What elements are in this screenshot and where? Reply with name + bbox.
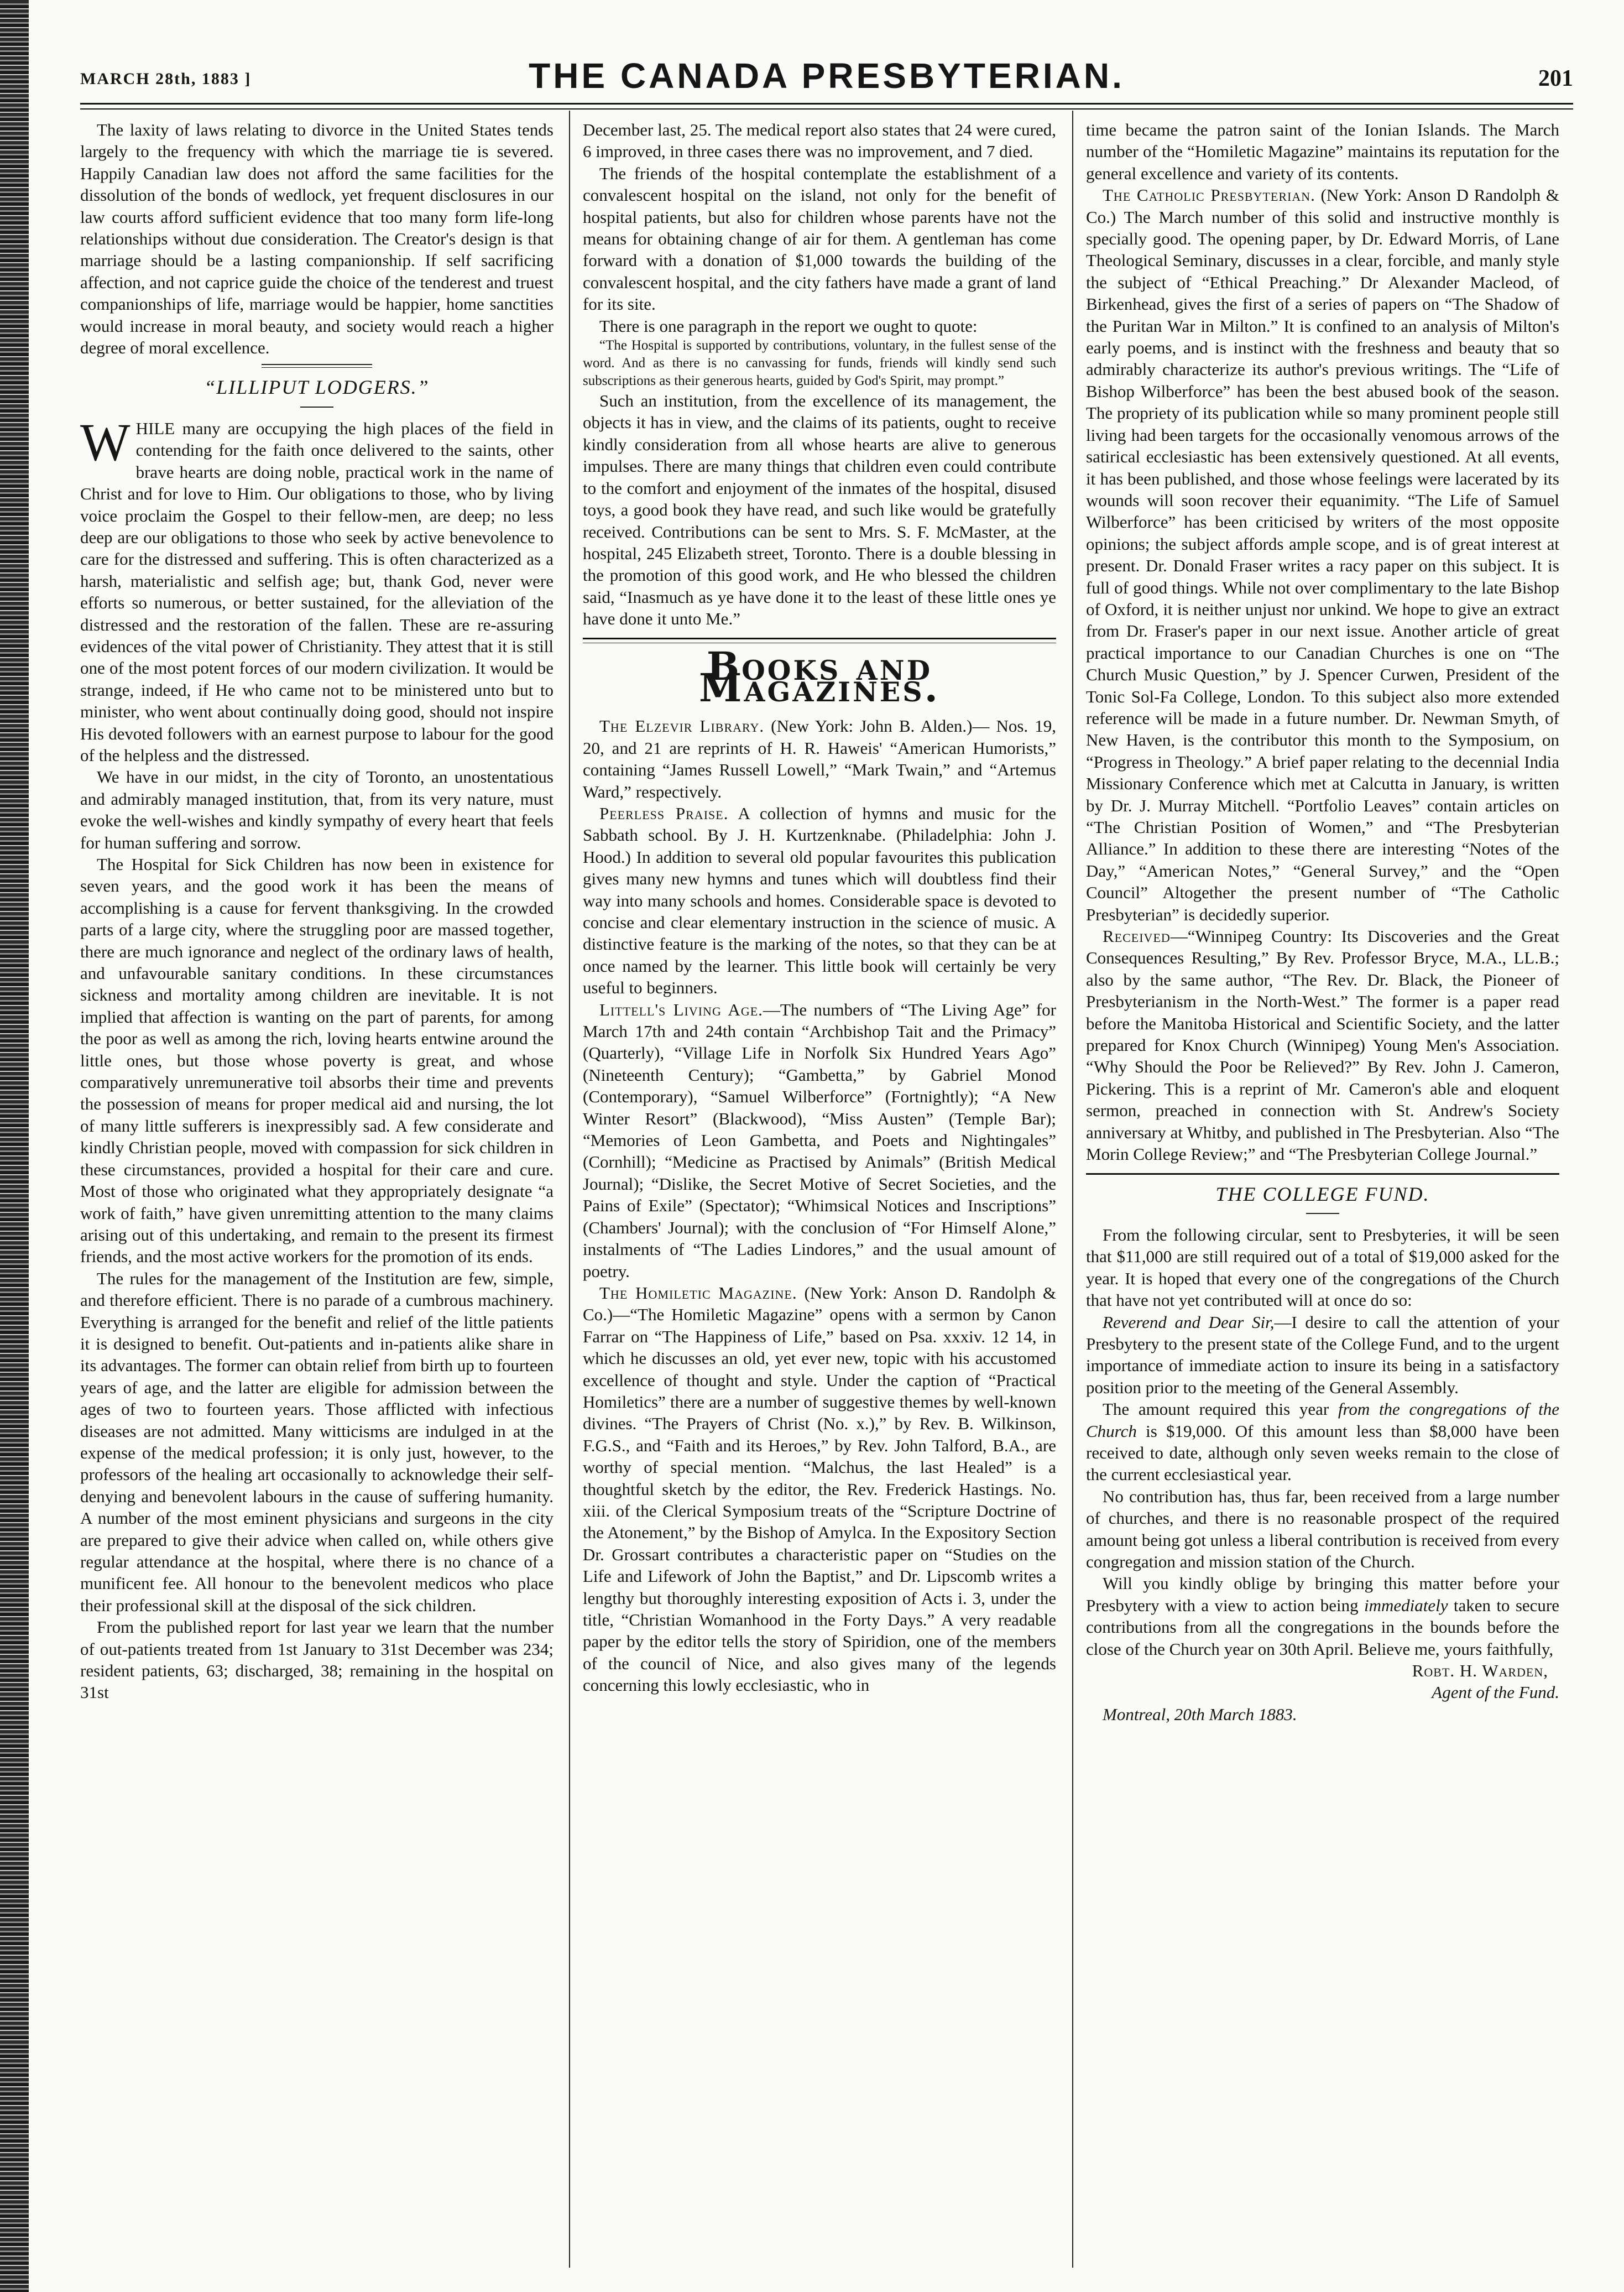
block-quote: “The Hospital is supported by contributions, voluntary, in the fullest sense of the word. And as there is no canvassing for funds, friends will kindly send such subscriptions as their generous hearts, guided by God's Spirit, may prompt.” xyxy=(583,338,1056,389)
review-text: A collection of hymns and music for the Sabbath school. By J. H. Kurtzenknabe. (Philadelphia: John J. Hood.) In addition to several old popular favourites this publication gives many new hymns and tunes which will doubtless find their way into many schools and homes. Considerable space is devoted to concise and clear elementary instruction in the science of music. A distinctive feature is the marking of the notes, so that they can be at once named by the learner. This little book will certainly be very useful to beginners. xyxy=(583,803,1056,998)
paragraph-text: The amount required this year xyxy=(1103,1399,1338,1419)
page-binding-edge xyxy=(0,0,29,2292)
signature: Robt. H. Warden, xyxy=(1412,1661,1548,1681)
review-text: (New York: Anson D Randolph & Co.) The March number of this solid and instructive monthly is specially good. The opening paper, by Dr. Edward Morris, of Lane Theological Seminary, discusses in a clear, forcible, and manly style the subject of “Ethical Preaching.” Dr Alexander Macleod, of Birkenhead, gives the first of a series of papers on “The Shadow of the Puritan War in Milton.” It is confined to an analysis of Milton's early poems, and is instinct with the freshness and beauty that so admirably characterize its author's previous writings. The “Life of Bishop Wilberforce” has been the best abused book of the season. The propriety of its publication while so many prominent people still living had been targets for the occasionally venomous arrows of the satirical ecclesiastic has been extensively questioned. At all events, it has been published, and those whose feelings were lacerated by its wounds will soon recover their equanimity. “The Life of Samuel Wilberforce” has been criticised by writers of the most opposite opinions; the subject affords ample scope, and is of great interest at present. Dr. Donald Fraser writes a racy paper on this subject. It is full of good things. While not over complimentary to the late Bishop of Oxford, it is neither unjust nor unkind. We hope to give an extract from Dr. Fraser's paper in our next issue. Another article of great practical importance to our Canadian Churches is one on “The Church Music Question,” by J. Spencer Curwen, President of the Tonic Sol-Fa College, London. To this subject also more extended reference will be made in a future number. Dr. Newman Smyth, of New Haven, is the contributor this month to the Symposium, on “Progress in Theology.” A brief paper relating to the decennial India Missionary Conference which met at Calcutta in January, is written by Dr. J. Murray Mitchell. “Portfolio Leaves” contain articles on “The Christian Position of Women,” and “The Presbyterian Alliance.” In addition to these there are interesting “Notes of the Day,” “American Notes,” “General Survey,” and the “Open Council” Altogether the present number of “The Catholic Presbyterian” is decidedly superior. xyxy=(1086,185,1559,924)
page-header xyxy=(80,53,1573,100)
paragraph xyxy=(1086,1311,1559,1399)
paragraph: The friends of the hospital contemplate the establishment of a convalescent hospital on the island, not only for the benefit of hospital patients, but also for children whose parents have not the means for obtaining change of air for them. A gentleman has come forward with a donation of $1,000 towards the building of the convalescent hospital, and the city fathers have made a grant of land for its site. xyxy=(583,163,1056,314)
salutation: Reverend and Dear Sir, xyxy=(1103,1312,1275,1332)
paragraph: Such an institution, from the excellence of its management, the objects it has in view, and the claims of its patients, ought to receive kindly consideration from all whose hearts are alive to generous impulses. There are many things that children even could contribute to the comfort and enjoyment of the inmates of the hospital, disused toys, a good book they have read, and such like would be gratefully received. Contributions can be sent to Mrs. S. F. McMaster, at the hospital, 245 Elizabeth street, Toronto. There is a double blessing in the promotion of this good work, and He who blessed the children said, “Inasmuch as ye have done it to the least of these little ones ye have done it unto Me.” xyxy=(583,391,1056,629)
review-item xyxy=(1086,184,1559,925)
review-title: The Catholic Presbyterian. xyxy=(1103,185,1315,205)
review-title: Littell's Living Age. xyxy=(599,999,763,1019)
paragraph: December last, 25. The medical report also states that 24 were cured, 6 improved, in three cases there was no improvement, and 7 died. xyxy=(583,120,1056,162)
section-rule xyxy=(1086,1173,1559,1175)
section-title: Books and Magazines. xyxy=(699,643,940,711)
review-text: (New York: John B. Alden.)— Nos. 19, 20, and 21 are reprints of H. R. Haweis' “American Humorists,” containing “James Russell Lowell,” “Mark Twain,” and “Artemus Ward,” respectively. xyxy=(583,716,1056,801)
paragraph: From the following circular, sent to Presbyteries, it will be seen that $11,000 are still required out of a total of $19,000 asked for the year. It is hoped that every one of the congregations of the Church that have not yet contributed will at once do so: xyxy=(1086,1225,1559,1310)
paragraph: No contribution has, thus far, been received from a large number of churches, and there is no reasonable prospect of the required amount being got unless a liberal contribution is received from every congregation and mission station of the Church. xyxy=(1086,1486,1559,1571)
paragraph: The Hospital for Sick Children has now been in existence for seven years, and the good work it has been the means of accomplishing is a cause for fervent thanksgiving. In the crowded parts of a large city, where the struggling poor are massed together, there are much ignorance and neglect of the ordinary laws of health, and unfavourable sanitary conditions. In these circumstances sickness and mortality among children are inevitable. It is not implied that affection is wanting on the part of parents, for among the poor as well as among the rich, loving hearts entwine around the little ones, but those whose poverty is great, and whose comparatively unremunerative toil absorbs their time and prevents the possession of means for proper medical aid and nursing, the lot of many little sufferers is inexpressibly sad. A few considerate and kindly Christian people, moved with compassion for sick children in these circumstances, provided a hospital for their care and cure. Most of those who originated what they appropriately designate “a work of faith,” have given unremitting attention to the many claims arising out of this undertaking, and remain to the present its firmest friends, and the most active workers for the promotion of its ends. xyxy=(80,855,553,1267)
column-3 xyxy=(1086,119,1559,2265)
column-divider xyxy=(1072,111,1073,2268)
heading-rule xyxy=(1306,1213,1339,1214)
paragraph-text: HILE many are occupying the high places of the field in contending for the faith once delivered to the saints, other brave hearts are doing noble, practical work in the name of Christ and for love to Him. Our obligations to those, who by living voice proclaim the Gospel to their fellow-men, are deep; no less deep are our obligations to those who seek by active benevolence to care for the distressed and suffering. This is often characterized as a harsh, materialistic and selfish age; but, thank God, never were efforts so numerous, or better sustained, for the alleviation of the distressed and the restoration of the fallen. These are re-assuring evidences of the vital power of Christianity. They attest that it is still one of the most potent forces of our modern civilization. It would be strange, indeed, if He who came not to be ministered unto but to minister, who went about continually doing good, should not inspire His devoted followers with an earnest purpose to labour for the good of the helpless and the distressed. xyxy=(80,418,553,765)
review-title: The Elzevir Library. xyxy=(599,716,765,736)
paragraph: time became the patron saint of the Ionian Islands. The March number of the “Homiletic Magazine” maintains its reputation for the general excellence and variety of its contents. xyxy=(1086,120,1559,183)
dateline: Montreal, 20th March 1883. xyxy=(1103,1704,1297,1724)
review-item xyxy=(583,1282,1056,1696)
signature-title: Agent of the Fund. xyxy=(1432,1682,1559,1702)
paragraph xyxy=(1086,1398,1559,1486)
emphasis: immediately xyxy=(1364,1595,1448,1615)
review-item xyxy=(583,715,1056,803)
paragraph: We have in our midst, in the city of Toronto, an unostentatious and admirably managed institution, that, from its very nature, must evoke the well-wishes and kindly sympathy of every heart that feels for human suffering and sorrow. xyxy=(80,767,553,852)
review-item xyxy=(1086,925,1559,1165)
paragraph xyxy=(1086,1572,1559,1660)
emphasis: from the congregations of the Church xyxy=(1086,1399,1559,1441)
paragraph-text: is $19,000. Of this amount less than $8,000 have been received to date, although only seven weeks remain to the close of the current ecclesiastical year. xyxy=(1086,1421,1559,1484)
issue-date: MARCH 28th, 1883 ] xyxy=(80,70,252,88)
drop-cap: W xyxy=(80,412,130,472)
paragraph-text: taken to secure contributions from all the congregations in the bounds before the close of the Church year on 30th April. Believe me, yours faithfully, xyxy=(1086,1595,1559,1659)
review-text: —“Winnipeg Country: Its Discoveries and the Great Consequences Resulting,” By Rev. Professor Bryce, M.A., LL.B.; also by the same author, “The Rev. Dr. Black, the Pioneer of Presbyterianism in the North-West.” The former is a paper read before the Manitoba Historical and Scientific Society, and the latter prepared for Knox Church (Winnipeg) Young Men's Association. “Why Should the Poor be Relieved?” By Rev. John J. Cameron, Pickering. This is a reprint of Mr. Cameron's able and eloquent sermon, preached in connection with St. Andrew's Society anniversary at Whitby, and published in The Presbyterian. Also “The Morin College Review;” and “The Presbyterian College Journal.” xyxy=(1086,926,1559,1164)
review-text: —The numbers of “The Living Age” for March 17th and 24th contain “Archbishop Tait and the Primacy” (Quarterly), “Village Life in Norfolk Six Hundred Years Ago” (Nineteenth Century); “Gambetta,” by Gabriel Monod (Contemporary), “Samuel Wilberforce” (Fortnightly); “A New Winter Resort” (Blackwood), “Miss Austen” (Temple Bar); “Memories of Leon Gambetta, and Poets and Nightingales” (Cornhill); “Medicine as Practised by Animals” (British Medical Journal); “Dislike, the Secret Motive of Secret Societies, and the Pains of Exile” (Spectator); “Whimsical Notices and Inscriptions” (Chambers' Journal); with the conclusion of “For Himself Alone,” instalments of “The Ladies Lindores,” and the usual amount of poetry. xyxy=(583,999,1056,1281)
paragraph-text: —I desire to call the attention of your Presbytery to the present state of the College Fund, and to the urgent importance of immediate action to insure its being in a satisfactory position prior to the meeting of the General Assembly. xyxy=(1086,1312,1559,1397)
column-1 xyxy=(80,119,553,2265)
column-2 xyxy=(583,119,1056,2265)
article-heading: THE COLLEGE FUND. xyxy=(1215,1183,1430,1205)
paragraph: The laxity of laws relating to divorce in the United States tends largely to the frequency with which the marriage tie is severed. Happily Canadian law does not afford the same facilities for the dissolution of the bonds of wedlock, yet frequent disclosures in our law courts afford sufficient evidence that too many form life-long relationships without due consideration. The Creator's design is that marriage should be a lasting companionship. If self sacrificing affection, and not caprice guide the choice of the tenderest and truest companionships of life, marriage would be happier, home sanctities would increase in moral beauty, and society would reach a higher degree of moral excellence. xyxy=(80,120,553,358)
header-rule xyxy=(80,103,1573,110)
page-number: 201 xyxy=(1538,66,1573,91)
review-title: Received xyxy=(1103,926,1171,946)
masthead-title: THE CANADA PRESBYTERIAN. xyxy=(529,56,1125,96)
review-item xyxy=(583,999,1056,1282)
review-item xyxy=(583,803,1056,999)
section-divider xyxy=(262,364,372,368)
review-text: (New York: Anson D. Randolph & Co.)—“The Homiletic Magazine” opens with a sermon by Canon Farrar on “The Happiness of Life,” based on Psa. xxxiv. 12 14, in which he discusses an old, yet ever new, topic with his accustomed excellence of thought and style. Under the caption of “Practical Homiletics” there are a number of suggestive themes by well-known divines. “The Prayers of Christ (No. x.),” by Rev. B. Wilkinson, F.G.S., and “Faith and its Heroes,” by Rev. John Talford, B.A., are worthy of special mention. “Malchus, the last Healed” is a thoughtful sketch by the editor, the Rev. Frederick Hastings. No. xiii. of the Clerical Symposium treats of the “Scripture Doctrine of the Atonement,” by the Bishop of Amylca. In the Expository Section Dr. Grossart contributes a characteristic paper on “Studies on the Life and Lifework of John the Baptist,” and Dr. Lipscomb writes a lengthy but thoroughly interesting exposition of Acts i. 3, under the title, “Christian Womanhood in the Forty Days.” A very readable paper by the editor tells the story of Spiridion, one of the members of the council of Nice, and also gives many of the legends concerning this lowly ecclesiastic, who in xyxy=(583,1283,1056,1695)
section-rule xyxy=(583,638,1056,639)
paragraph: There is one paragraph in the report we ought to quote: xyxy=(599,316,978,336)
review-title: The Homiletic Magazine. xyxy=(599,1283,797,1303)
paragraph: From the published report for last year we learn that the number of out-patients treated from 1st January to 31st December was 234; resident patients, 63; discharged, 38; remaining in the hospital on 31st xyxy=(80,1617,553,1702)
paragraph: The rules for the management of the Institution are few, simple, and therefore efficient. There is no parade of a cumbrous machinery. Everything is arranged for the benefit and relief of the little patients it is designed to benefit. Out-patients and in-patients alike share in its advantages. The former can obtain relief from birth up to fourteen years of age, and the latter are eligible for admission between the ages of two to fourteen years. Those afflicted with infectious diseases are not admitted. Many witticisms are indulged in at the expense of the medical profession; it is only just, however, to the professors of the healing art occasionally to acknowledge their self-denying and benevolent labours in the cause of suffering humanity. A number of the most eminent physicians and surgeons in the city are prepared to give their advice when called on, while others give regular attendance at the hospital, where there is no chance of a munificent fee. All honour to the benevolent medicos who place their professional skill at the disposal of the sick children. xyxy=(80,1268,553,1615)
paragraph-text: Will you kindly oblige by bringing this matter before your Presbytery with a view to action being xyxy=(1086,1574,1559,1615)
column-divider xyxy=(569,111,570,2268)
article-heading: “LILLIPUT LODGERS.” xyxy=(204,376,430,399)
heading-rule xyxy=(300,407,333,408)
paragraph xyxy=(80,412,553,767)
review-title: Peerless Praise. xyxy=(599,803,729,823)
